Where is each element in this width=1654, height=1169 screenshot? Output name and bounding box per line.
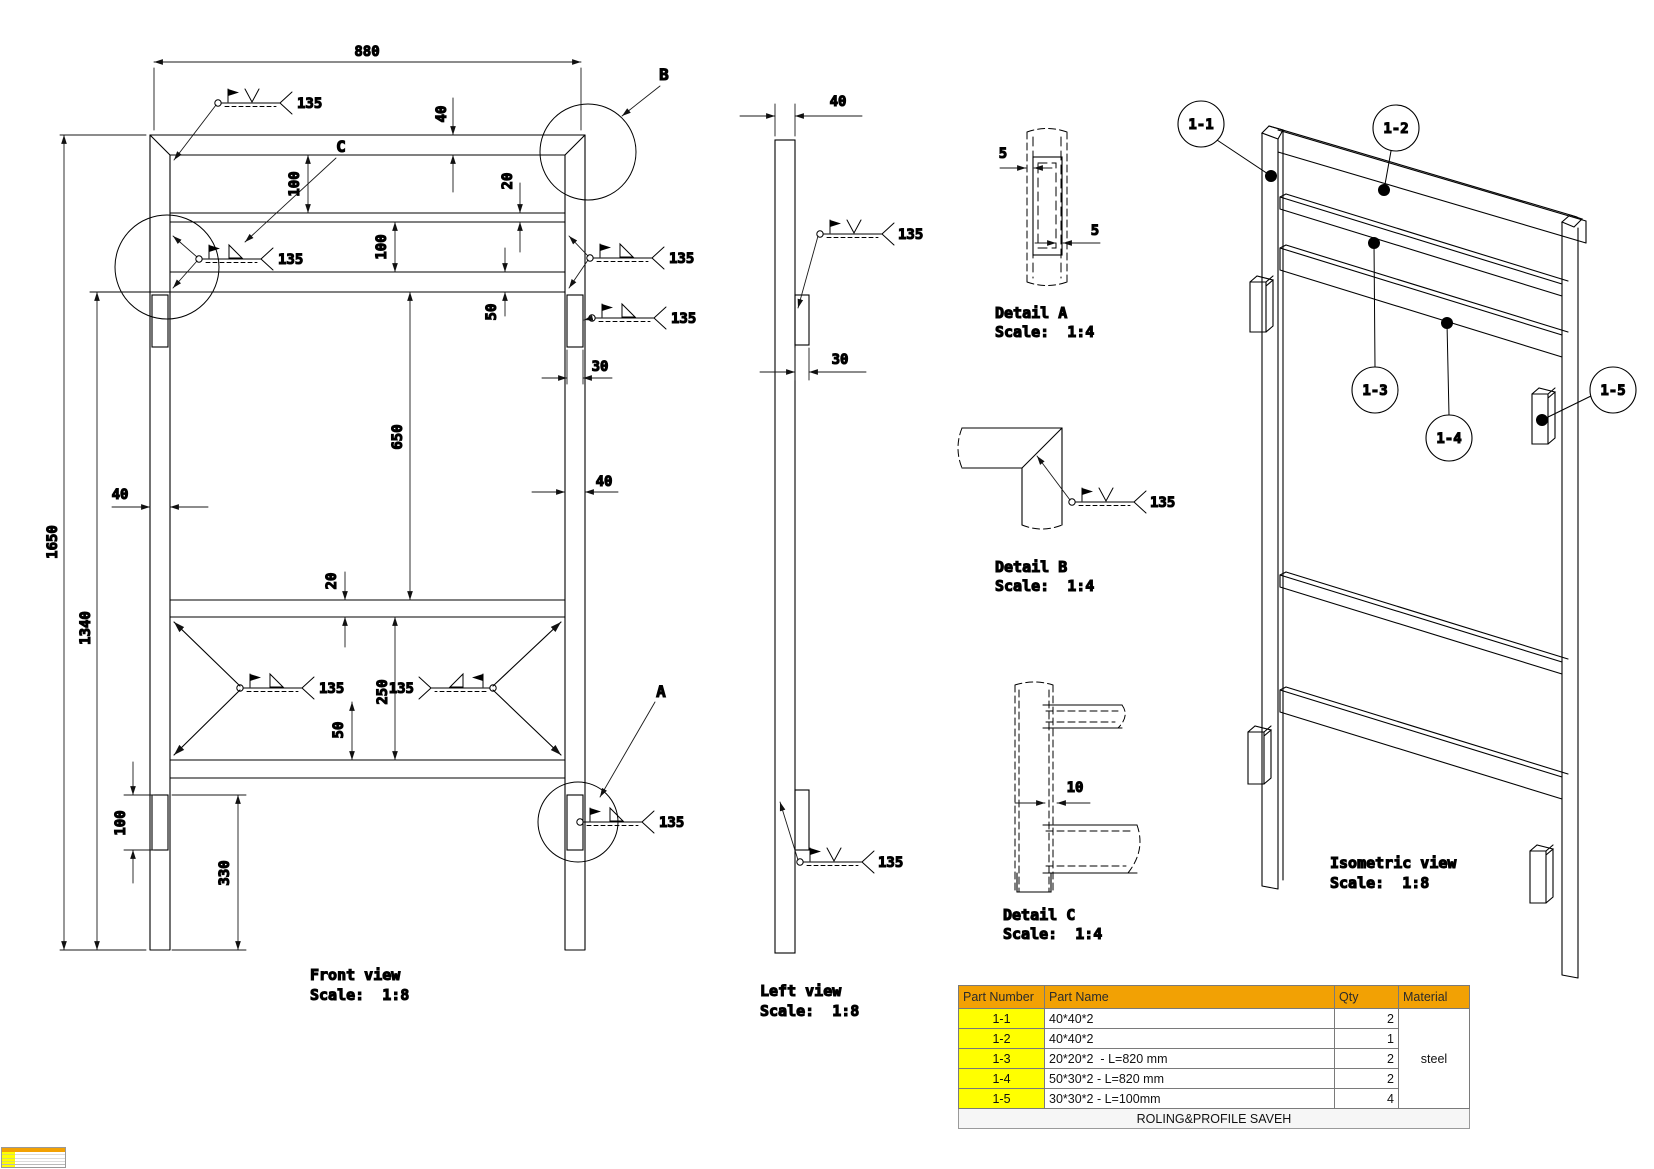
parts-table-footer-row [959, 1109, 1470, 1129]
balloon-1-2 [1373, 105, 1419, 151]
detail-a-scale: Scale: 1:4 [995, 323, 1095, 341]
parts-table [958, 985, 1470, 1129]
balloon-1-3 [1352, 367, 1398, 413]
detail-mark-b: B [659, 65, 669, 84]
detail-a-dim-5-left: 5 [998, 146, 1008, 162]
front-dim-1650: 1650 [45, 525, 61, 559]
front-weld-label-2: 135 [278, 252, 304, 268]
weld-symbol [797, 848, 874, 873]
part-name-cell: 30*30*2 - L=100mm [1045, 1089, 1335, 1109]
front-weld-label-1: 135 [297, 96, 323, 112]
balloon-1-5-label: 1-5 [1600, 383, 1626, 399]
weld-symbol [589, 304, 666, 329]
part-name-cell: 40*40*2 [1045, 1009, 1335, 1029]
isometric-view-scale: Scale: 1:8 [1330, 874, 1430, 892]
part-name-cell: 20*20*2 - L=820 mm [1045, 1049, 1335, 1069]
left-weld-label-1: 135 [898, 227, 924, 243]
weld-symbol [196, 245, 273, 270]
left-dim-30: 30 [831, 352, 849, 368]
detail-a-dim-5-right: 5 [1090, 223, 1100, 239]
iso-block [1248, 726, 1271, 784]
qty-cell: 1 [1335, 1029, 1399, 1049]
qty-cell: 2 [1335, 1009, 1399, 1029]
material-cell: steel [1399, 1009, 1470, 1109]
front-view [45, 44, 696, 1004]
front-dim-20-upper: 20 [500, 172, 516, 190]
detail-mark-a: A [656, 682, 666, 701]
qty-cell: 4 [1335, 1089, 1399, 1109]
detail-c-dim-10: 10 [1066, 780, 1084, 796]
front-dim-100-lower: 100 [113, 810, 129, 836]
detail-a-view [995, 129, 1100, 342]
mini-table-thumbnail [1, 1147, 66, 1168]
front-dim-40-top: 40 [434, 105, 450, 123]
detail-b-view [958, 428, 1175, 595]
table-row [959, 1069, 1470, 1089]
front-dim-880: 880 [354, 44, 380, 60]
detail-b-weld-label: 135 [1150, 495, 1176, 511]
front-weld-label-7: 135 [659, 815, 685, 831]
company-name: ROLING&PROFILE SAVEH [959, 1109, 1470, 1129]
left-weld-label-2: 135 [878, 855, 904, 871]
isometric-view-title: Isometric view [1330, 854, 1457, 872]
front-weld-label-3: 135 [669, 251, 695, 267]
detail-c-title: Detail C [1003, 906, 1076, 924]
left-view-title: Left view [760, 982, 842, 1000]
balloon-1-1 [1178, 101, 1224, 147]
table-row [959, 1049, 1470, 1069]
weld-symbol [1069, 488, 1146, 513]
qty-cell: 2 [1335, 1069, 1399, 1089]
left-view [740, 94, 923, 1020]
front-weld-label-5: 135 [319, 681, 345, 697]
part-number-cell: 1-2 [959, 1029, 1045, 1049]
detail-b-scale: Scale: 1:4 [995, 577, 1095, 595]
front-view-scale: Scale: 1:8 [310, 986, 410, 1004]
part-name-cell: 50*30*2 - L=820 mm [1045, 1069, 1335, 1089]
detail-c-view [1003, 682, 1140, 943]
front-dim-100-band: 100 [374, 234, 390, 260]
weld-symbol [577, 808, 654, 833]
qty-cell: 2 [1335, 1049, 1399, 1069]
front-view-title: Front view [310, 966, 401, 984]
front-dim-40-right: 40 [595, 474, 613, 490]
front-weld-label-6: 135 [388, 681, 414, 697]
isometric-view [1178, 101, 1636, 978]
table-row [959, 1009, 1470, 1029]
part-number-cell: 1-4 [959, 1069, 1045, 1089]
left-dim-40: 40 [829, 94, 847, 110]
part-number-cell: 1-5 [959, 1089, 1045, 1109]
front-dim-330: 330 [217, 860, 233, 886]
balloon-1-2-label: 1-2 [1383, 121, 1409, 137]
balloon-1-5 [1590, 367, 1636, 413]
front-weld-label-4: 135 [671, 311, 697, 327]
part-name-cell: 40*40*2 [1045, 1029, 1335, 1049]
front-dim-30: 30 [591, 359, 609, 375]
detail-mark-c: C [336, 137, 346, 156]
front-dim-250: 250 [375, 679, 391, 705]
balloon-1-3-label: 1-3 [1362, 383, 1388, 399]
balloon-1-1-label: 1-1 [1188, 117, 1214, 133]
balloon-1-4-label: 1-4 [1436, 431, 1462, 447]
parts-table-header-row [959, 986, 1470, 1009]
col-header-part-name: Part Name [1045, 986, 1335, 1009]
front-dim-100-upper: 100 [287, 171, 303, 197]
detail-circle-c [115, 215, 219, 319]
weld-symbol [215, 89, 292, 114]
col-header-part-number: Part Number [959, 986, 1045, 1009]
balloon-1-4 [1426, 415, 1472, 461]
front-dim-650: 650 [390, 424, 406, 450]
weld-symbol [587, 244, 664, 269]
front-dim-50-mid: 50 [331, 721, 347, 739]
front-dim-1340: 1340 [78, 611, 94, 645]
col-header-material: Material [1399, 986, 1470, 1009]
part-number-cell: 1-1 [959, 1009, 1045, 1029]
left-view-scale: Scale: 1:8 [760, 1002, 860, 1020]
weld-symbol [237, 674, 314, 699]
weld-symbol [419, 674, 496, 699]
col-header-qty: Qty [1335, 986, 1399, 1009]
front-dim-40-left: 40 [111, 487, 129, 503]
detail-c-scale: Scale: 1:4 [1003, 925, 1103, 943]
detail-b-title: Detail B [995, 558, 1068, 576]
weld-symbol [817, 220, 894, 245]
iso-block [1530, 845, 1553, 903]
detail-circle-b [540, 104, 636, 200]
table-row [959, 1029, 1470, 1049]
detail-a-title: Detail A [995, 304, 1068, 322]
table-row [959, 1089, 1470, 1109]
front-dim-20-mid: 20 [324, 572, 340, 590]
front-dim-50-upper: 50 [484, 303, 500, 321]
part-number-cell: 1-3 [959, 1049, 1045, 1069]
mini-table-gridlines [2, 1152, 65, 1167]
